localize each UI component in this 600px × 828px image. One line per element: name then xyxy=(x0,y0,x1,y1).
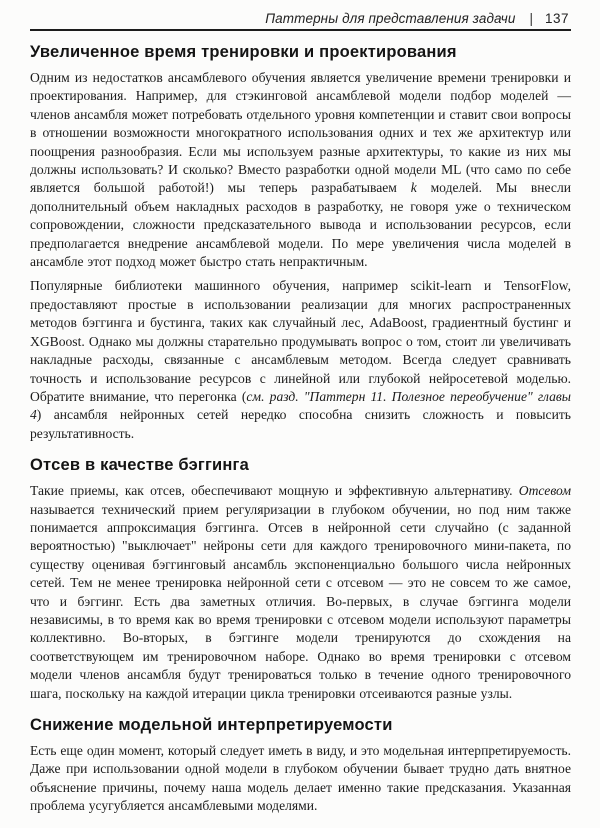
text-run: называется технический прием регуляризации в глубоком обучении, но под ним также понимается аппроксимация бэггинга. Отсев в нейронной сети случайно (с заданной вероятностью) "выключает" нейроны сети для каждого тренировочного мини-пакета, по существу оценивая бэггинговый ансамбль экспоненциально большого числа нейронных сетей. Тем не менее тренировка нейронной сети с отсевом — это не совсем то же самое, что и бэггинг. Есть два заметных отличия. Во-первых, в случае бэггинга модели независимы, в то время как во время тренировки с отсевом модели используют параметры коллективно. Во-вторых, в бэггинге модели тренируются до схождения на соответствующем им тренировочном наборе. Однако во время тренировки с отсевом модели членов ансамбля будут тренироваться только в течение одного тренировочного шага, поскольку на каждой итерации цикла тренировки отсеиваются разные узлы. xyxy=(30,501,571,701)
header-separator: | xyxy=(529,11,533,26)
paragraph xyxy=(30,69,571,271)
paragraph xyxy=(30,277,571,443)
text-run: Одним из недостатков ансамблевого обучения является увеличение времени тренировки и проектирования. Например, для стэкинговой ансамблевой модели подбор моделей — членов ансамбля может потребовать отдельного уровня компетенции и ставит свои вопросы в отношении возможности многократного использования одних и тех же архитектур или поощрения разнообразия. Если мы используем разные архитектуры, то какие из них мы должны использовать? И сколько? Вместо разработки одной модели ML (что само по себе является большой работой!) мы теперь разрабатываем xyxy=(30,70,571,196)
text-run: Такие приемы, как отсев, обеспечивают мощную и эффективную альтернативу. xyxy=(30,483,519,499)
italic-text-run: см. разд. "Паттерн 11. Полезное переобучение" главы 4 xyxy=(30,388,571,423)
text-run: ) ансамбля нейронных сетей нередко способна снизить сложность и повысить результативность. xyxy=(30,407,571,441)
text-run: моделей. Мы внесли дополнительный объем накладных расходов в разработку, не говоря уже о техническом сопровождении, сложности предсказательного вывода и использовании ресурсов, если предполагается внедрение ансамблевой модели. По мере увеличения числа моделей в ансамбле этот подход может быстро стать непрактичным. xyxy=(30,180,571,270)
page-number: 137 xyxy=(544,11,569,26)
page-content xyxy=(30,42,571,816)
header-rule xyxy=(30,29,571,31)
running-header xyxy=(30,11,571,26)
paragraph xyxy=(30,742,571,816)
section-heading: Снижение модельной интерпретируемости xyxy=(30,716,393,734)
italic-text-run: Отсевом xyxy=(518,483,571,499)
section-heading: Отсев в качестве бэггинга xyxy=(30,456,250,475)
text-run: Есть еще один момент, который следует иметь в виду, и это модельная интерпретируемость. Даже при использовании одной модели в глубоком обучении бывает трудно дать внятное объяснение причины, почему наша модель делает именно такие предсказания. Указанная проблема усугубляется ансамблевыми моделями. xyxy=(30,743,571,814)
italic-text-run: k xyxy=(410,180,417,196)
section-heading: Увеличенное время тренировки и проектирования xyxy=(30,43,457,61)
paragraph xyxy=(30,482,571,703)
running-title: Паттерны для представления задачи xyxy=(265,11,516,26)
text-run: Популярные библиотеки машинного обучения, например scikit-learn и TensorFlow, предоставляют простые в использовании реализации для многих распространенных методов бэггинга и бустинга, таких как случайный лес, AdaBoost, градиентный бустинг и XGBoost. Однако мы должны старательно продумывать вопрос о том, стоит ли увеличивать накладные расходы, связанные с ансамблевым методом. Всегда следует сравнивать точность и использование ресурсов с линейной или глубокой нейросетевой моделью. Обратите внимание, что перегонка ( xyxy=(30,278,571,404)
